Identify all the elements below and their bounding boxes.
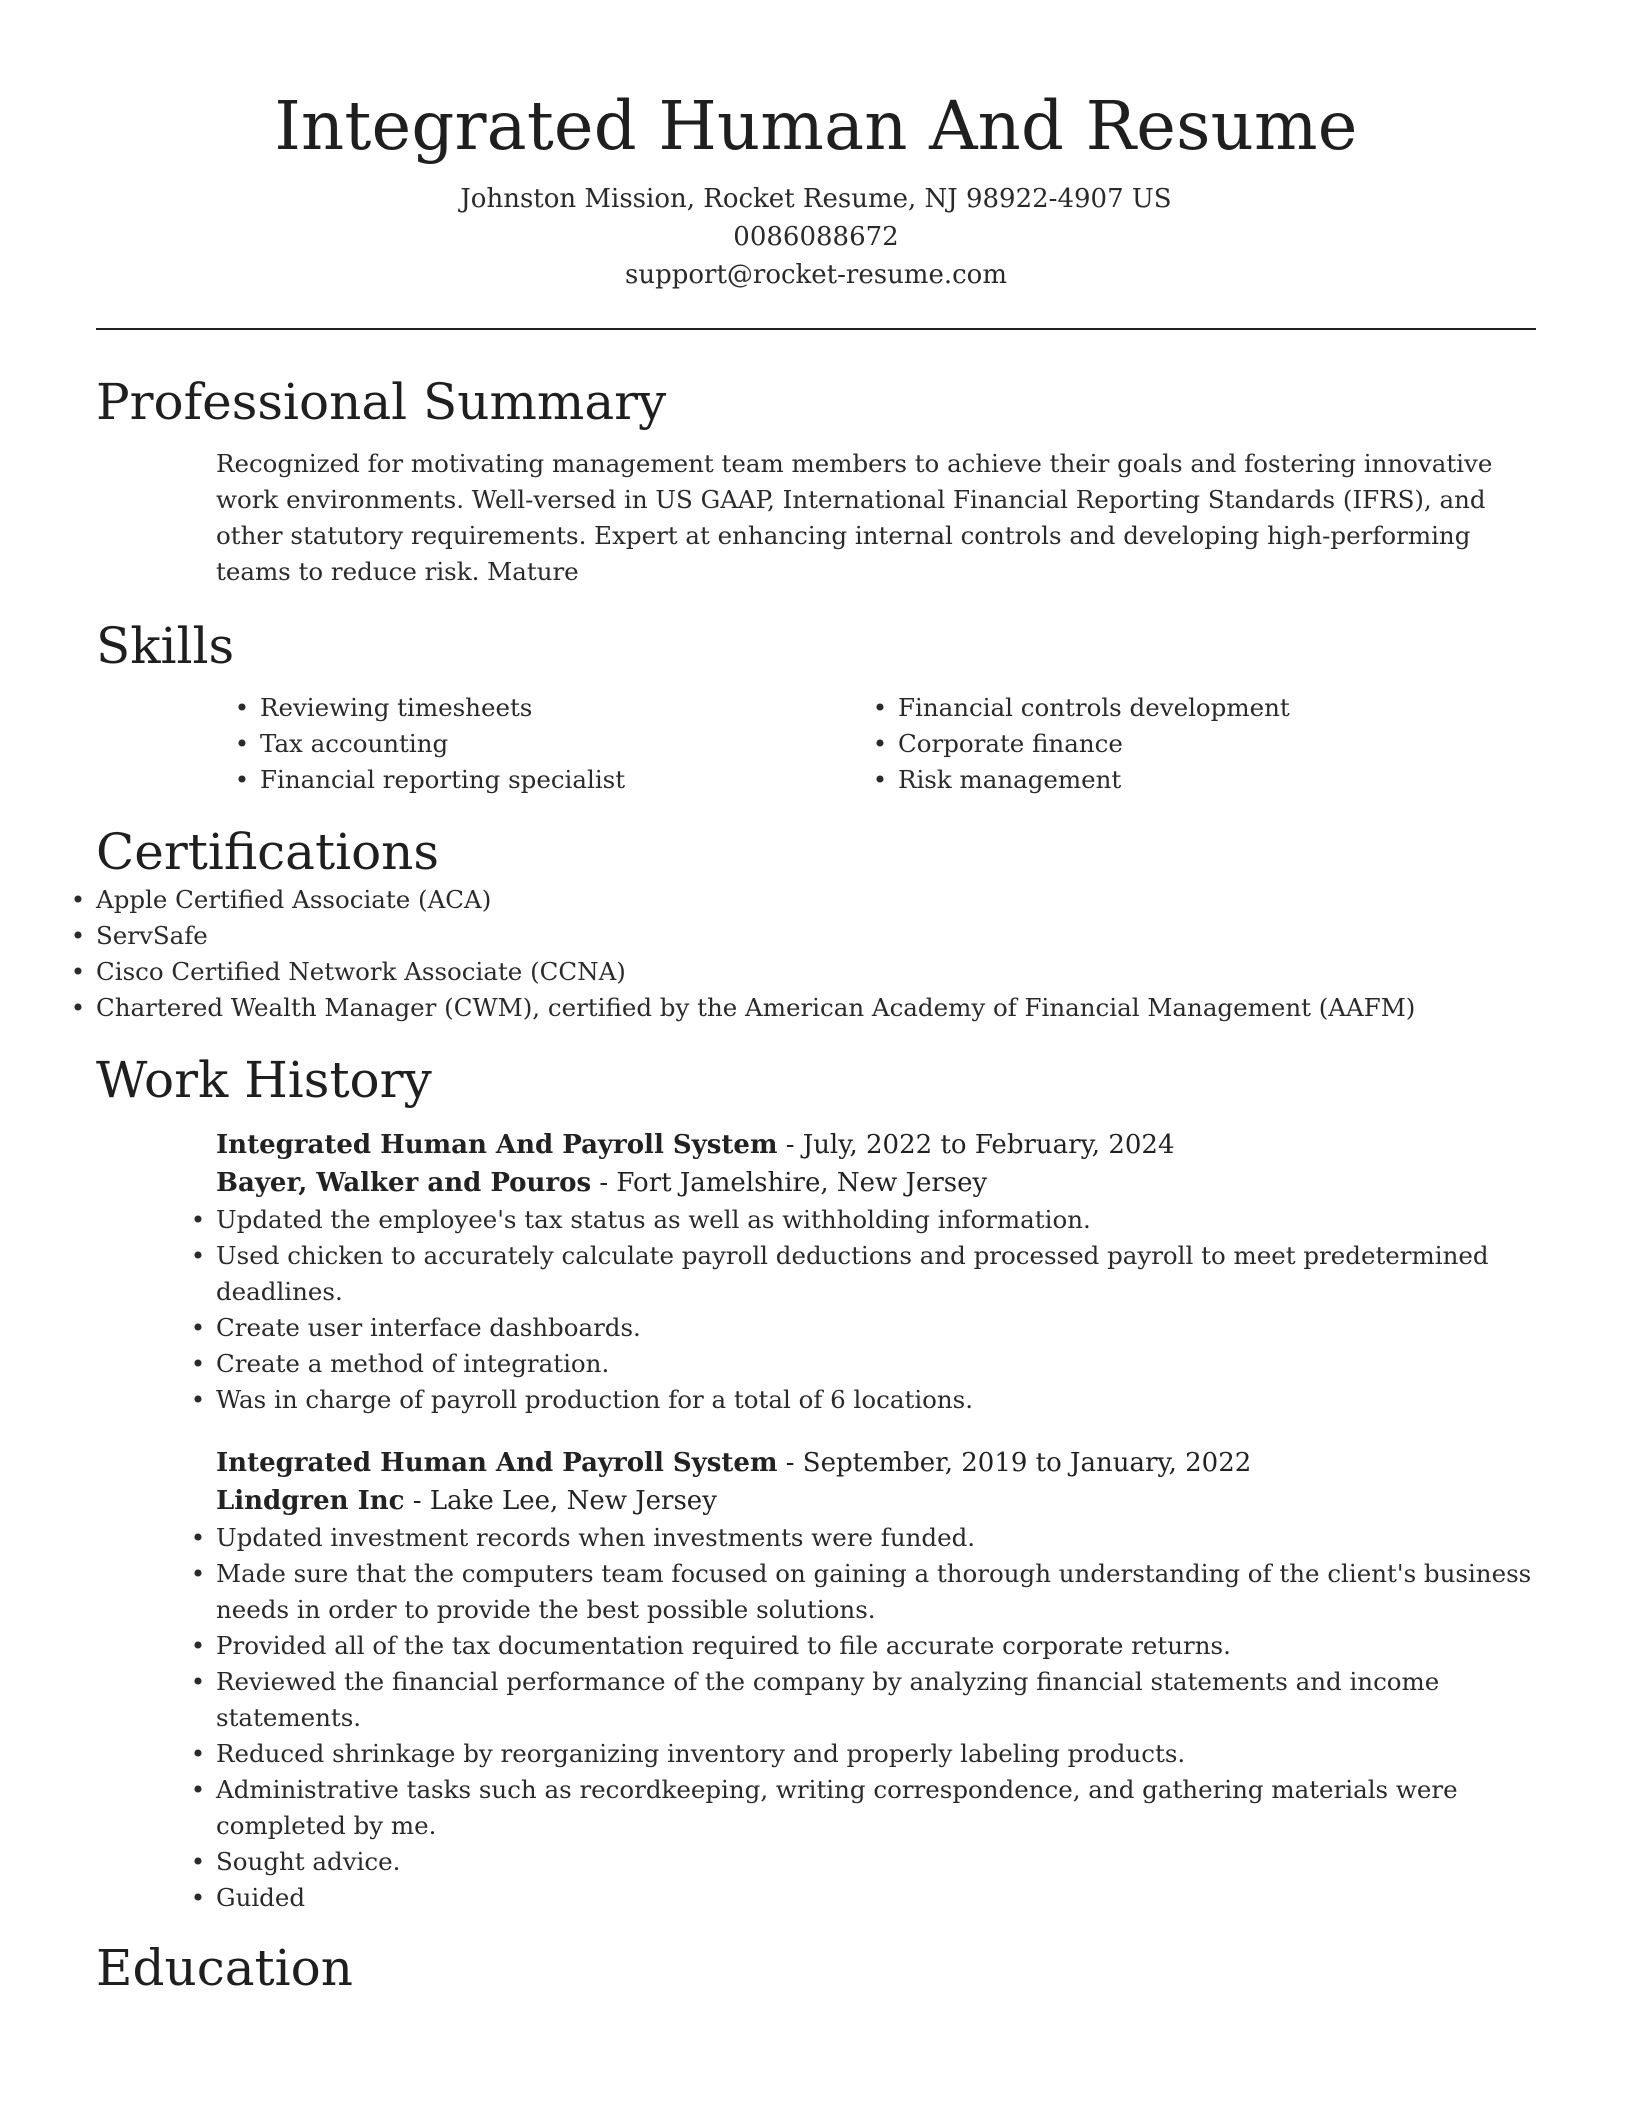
job-entry [190,1126,1536,1418]
job-duties-list [190,1202,1536,1418]
bullet-icon: • [70,957,86,986]
list-item: • Was in charge of payroll production for a total of 6 locations. [216,1382,1536,1418]
bullet-icon: • [190,1205,206,1234]
list-item: • Financial controls development [898,690,1536,726]
bullet-icon: • [234,729,250,758]
list-item: • Sought advice. [216,1844,1536,1880]
bullet-icon: • [234,765,250,794]
list-item: • Reviewed the financial performance of the company by analyzing financial statements and income statements. [216,1664,1536,1736]
list-item: • Updated the employee's tax status as well as withholding information. [216,1202,1536,1238]
bullet-icon: • [70,993,86,1022]
job-company: Lindgren Inc [216,1486,405,1516]
bullet-icon: • [190,1559,206,1588]
list-item: • Administrative tasks such as recordkeeping, writing correspondence, and gathering materials were completed by me. [216,1772,1536,1844]
section-skills [96,616,1536,798]
section-work-history [96,1050,1536,1916]
bullet-icon: • [190,1775,206,1804]
job-title-line [216,1126,1536,1164]
summary-text: Recognized for motivating management team members to achieve their goals and fostering innovative work environments. Well-versed in US GAAP, International Financial Reporting Standards (IFRS), and other statutory requirements. Expert at enhancing internal controls and developing high-performing teams to reduce risk. Mature [216,449,1493,586]
list-item: • ServSafe [96,918,1536,954]
bullet-icon: • [190,1847,206,1876]
bullet-icon: • [190,1385,206,1414]
list-item: • Used chicken to accurately calculate payroll deductions and processed payroll to meet predetermined deadlines. [216,1238,1536,1310]
bullet-icon: • [234,693,250,722]
job-location: - Fort Jamelshire, New Jersey [591,1168,988,1198]
bullet-icon: • [872,765,888,794]
list-item: • Tax accounting [260,726,898,762]
job-employer-line [216,1482,1536,1520]
list-item: • Reviewing timesheets [260,690,898,726]
skills-list-right [872,690,1536,798]
section-summary [96,372,1536,590]
section-certifications [70,822,1536,1026]
list-item: • Guided [216,1880,1536,1916]
list-item: • Risk management [898,762,1536,798]
job-location: - Lake Lee, New Jersey [404,1486,717,1516]
job-dates: - July, 2022 to February, 2024 [777,1130,1175,1160]
job-dates: - September, 2019 to January, 2022 [777,1448,1252,1478]
skills-columns [234,690,1536,798]
list-item: • Create user interface dashboards. [216,1310,1536,1346]
job-entry [190,1444,1536,1916]
list-item: • Reduced shrinkage by reorganizing inventory and properly labeling products. [216,1736,1536,1772]
contact-block [96,180,1536,294]
job-role: Integrated Human And Payroll System [216,1130,778,1160]
list-item: • Financial reporting specialist [260,762,898,798]
summary-heading: Professional Summary [96,373,667,431]
list-item: • Corporate finance [898,726,1536,762]
bullet-icon: • [190,1739,206,1768]
job-role: Integrated Human And Payroll System [216,1448,778,1478]
bullet-icon: • [190,1883,206,1912]
job-employer-line [216,1164,1536,1202]
header-divider [96,328,1536,330]
bullet-icon: • [190,1349,206,1378]
bullet-icon: • [190,1667,206,1696]
list-item: • Provided all of the tax documentation required to file accurate corporate returns. [216,1628,1536,1664]
bullet-icon: • [70,885,86,914]
list-item: • Updated investment records when investments were funded. [216,1520,1536,1556]
candidate-name: Integrated Human And Resume [274,87,1358,165]
work-history-heading: Work History [96,1051,432,1109]
skills-heading: Skills [96,617,235,675]
bullet-icon: • [872,693,888,722]
job-duties-list [190,1520,1536,1916]
bullet-icon: • [190,1313,206,1342]
bullet-icon: • [872,729,888,758]
bullet-icon: • [190,1523,206,1552]
list-item: • Apple Certified Associate (ACA) [96,882,1536,918]
list-item: • Create a method of integration. [216,1346,1536,1382]
list-item: • Cisco Certified Network Associate (CCNA) [96,954,1536,990]
certifications-heading: Certifications [96,823,440,881]
education-heading: Education [96,1939,353,1997]
contact-email: support@rocket-resume.com [624,260,1007,290]
bullet-icon: • [70,921,86,950]
list-item: • Chartered Wealth Manager (CWM), certified by the American Academy of Financial Management (AAFM) [96,990,1536,1026]
bullet-icon: • [190,1241,206,1270]
contact-phone: 0086088672 [733,222,899,252]
list-item: • Made sure that the computers team focused on gaining a thorough understanding of the client's business needs in order to provide the best possible solutions. [216,1556,1536,1628]
resume-header [96,0,1536,294]
skills-list-left [234,690,898,798]
certifications-list [70,882,1536,1026]
contact-address: Johnston Mission, Rocket Resume, NJ 98922-4907 US [460,184,1172,214]
bullet-icon: • [190,1631,206,1660]
job-company: Bayer, Walker and Pouros [216,1168,592,1198]
job-title-line [216,1444,1536,1482]
section-education [96,1938,1536,1998]
